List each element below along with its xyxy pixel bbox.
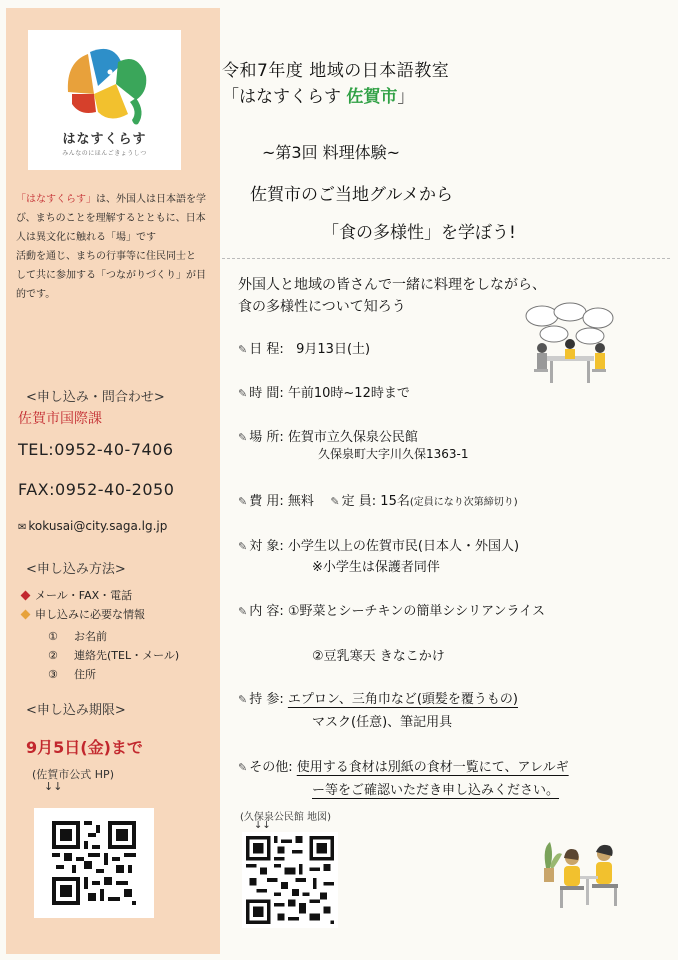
detail-bring: ✎ 持 参: エプロン、三角巾など(頭髪を覆うもの) xyxy=(238,692,518,707)
required-info-list xyxy=(48,627,179,684)
pencil-icon: ✎ xyxy=(238,540,248,553)
detail-target: ✎ 対 象: 小学生以上の佐賀市民(日本人・外国人) xyxy=(238,539,520,554)
pencil-icon: ✎ xyxy=(238,605,248,618)
page-title-line2: 「はなすくらす 佐賀市」 xyxy=(222,87,415,107)
list-item: ① お名前 xyxy=(48,630,107,643)
email-text: kokusai@city.saga.lg.jp xyxy=(28,519,168,533)
event-tagline: 佐賀市のご当地グルメから xyxy=(250,185,453,205)
detail-other: ✎ その他: 使用する食材は別紙の食材一覧にて、アレルギ xyxy=(238,760,569,775)
pencil-icon: ✎ xyxy=(238,495,248,508)
down-arrows: ↓↓ xyxy=(44,780,63,793)
pencil-icon: ✎ xyxy=(330,495,340,508)
city-name: 佐賀市 xyxy=(346,87,398,107)
intro-line6: 的です。 xyxy=(16,289,56,300)
content-item-2: ②豆乳寒天 きなこかけ xyxy=(312,649,445,664)
place-address: 久保泉町大字川久保1363-1 xyxy=(318,447,469,461)
intro-text xyxy=(16,190,216,304)
contact-heading: <申し込み・問合わせ> xyxy=(26,390,165,405)
method-heading: <申し込み方法> xyxy=(26,562,126,577)
fax-number: FAX:0952-40-2050 xyxy=(18,480,175,499)
method-bullet-text: 申し込みに必要な情報 xyxy=(35,608,145,621)
detail-date: ✎ 日 程: 9月13日(土) xyxy=(238,342,371,357)
intro-line1: は、外国人は日本語を学 xyxy=(96,194,206,205)
method-bullet xyxy=(22,586,145,605)
intro-line3: 人は異文化に触れる「場」です xyxy=(16,232,156,243)
deadline-heading: <申し込み期限> xyxy=(26,703,126,718)
bring-item-2: マスク(任意)、筆記用具 xyxy=(312,715,453,730)
intro-line2: び、まちのことを理解するとともに、日本 xyxy=(16,213,206,224)
other-line-2: ー等をご確認いただき申し込みください。 xyxy=(312,783,560,798)
detail-time: ✎ 時 間: 午前10時~12時まで xyxy=(238,386,410,401)
qr-code-icon xyxy=(246,836,334,924)
target-note: ※小学生は保護者同伴 xyxy=(312,560,440,575)
logo-tagline: みんなのにほんごきょうしつ xyxy=(62,150,147,157)
event-tagline-2: 「食の多様性」を学ぼう! xyxy=(322,223,516,243)
logo-name: はなすくらす xyxy=(62,132,147,147)
page-title: 令和7年度 地域の日本語教室 xyxy=(222,61,450,81)
intro-highlight: 「はなすくらす」 xyxy=(16,194,96,205)
detail-content: ✎ 内 容: ①野菜とシーチキンの簡単シシリアンライス xyxy=(238,604,546,619)
diamond-bullet-icon xyxy=(21,610,31,620)
pencil-icon: ✎ xyxy=(238,431,248,444)
intro-line5: して共に参加する「つながりづくり」が目 xyxy=(16,270,206,281)
contact-department: 佐賀市国際課 xyxy=(18,411,102,427)
tel-number: TEL:0952-40-7406 xyxy=(18,440,174,459)
hp-label: (佐賀市公式 HP) xyxy=(32,768,114,781)
pencil-icon: ✎ xyxy=(238,693,248,706)
list-item: ② 連絡先(TEL・メール) xyxy=(48,649,180,662)
lead-text: 外国人と地域の皆さんで一緒に料理をしながら、 食の多様性について知ろう xyxy=(238,277,546,315)
method-bullet xyxy=(22,605,145,624)
diamond-bullet-icon xyxy=(21,591,31,601)
event-subtitle: ~第3回 料理体験~ xyxy=(262,143,401,162)
logo xyxy=(28,30,181,170)
pencil-icon: ✎ xyxy=(238,761,248,774)
map-arrows: ↓↓ xyxy=(254,820,271,831)
map-label: (久保泉公民館 地図) xyxy=(240,812,331,823)
method-bullet-text: メール・FAX・電話 xyxy=(35,589,133,602)
people-cooking-illustration-icon xyxy=(520,302,620,390)
people-talking-illustration-icon xyxy=(540,828,632,914)
pencil-icon: ✎ xyxy=(238,387,248,400)
divider xyxy=(222,258,670,259)
detail-place: ✎ 場 所: 佐賀市立久保泉公民館 xyxy=(238,430,418,445)
pencil-icon: ✎ xyxy=(238,343,248,356)
intro-line4: 活動を通じ、まちの行事等に住民同士と xyxy=(16,251,196,262)
email-address xyxy=(18,519,167,533)
hp-qr-code[interactable] xyxy=(34,808,154,918)
elephant-logo-icon xyxy=(58,42,152,126)
list-item: ③ 住所 xyxy=(48,668,96,681)
method-bullets xyxy=(22,586,145,624)
deadline-date: 9月5日(金)まで xyxy=(26,738,143,757)
map-qr-code[interactable] xyxy=(242,832,338,928)
detail-fee: ✎ 費 用: 無料 ✎ 定 員: 15名(定員になり次第締切り) xyxy=(238,494,518,509)
mail-icon: ✉ xyxy=(18,522,27,533)
qr-code-icon xyxy=(52,821,136,905)
